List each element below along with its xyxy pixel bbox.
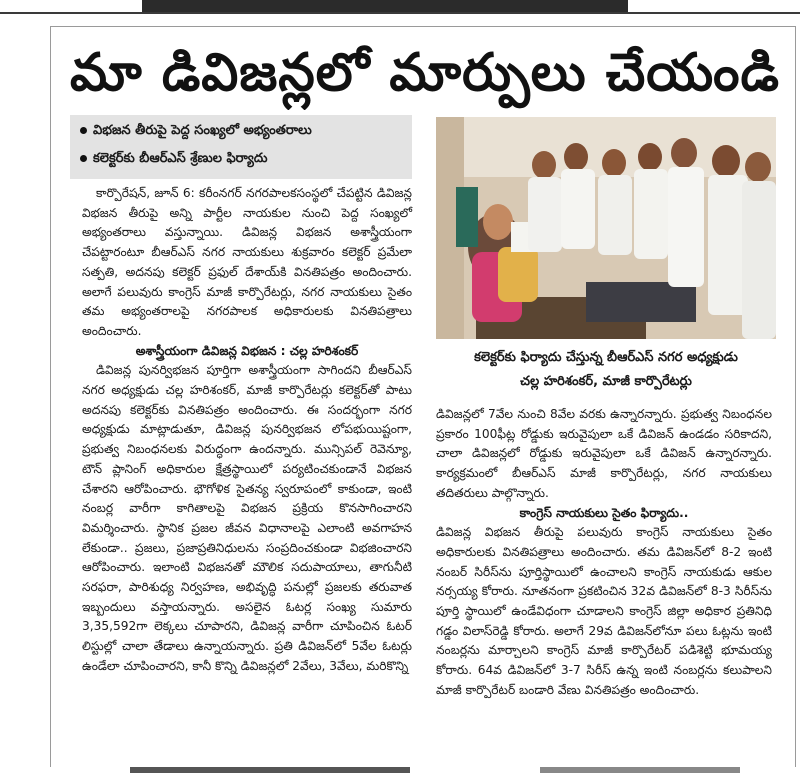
- next-article-heading-fragment: [130, 767, 410, 773]
- masthead-strip: [0, 0, 800, 14]
- caption-line: కలెక్టర్‌కు ఫిర్యాదు చేస్తున్న బీఆర్ఎస్ నగర అధ్యక్షుడు: [474, 350, 738, 365]
- masthead-bar: [142, 0, 628, 12]
- bullet-icon: [80, 127, 87, 134]
- caption-line: చల్ల హరిశంకర్, మాజీ కార్పొరేటర్లు: [520, 374, 692, 389]
- article-subheading: అశాస్త్రీయంగా డివిజన్ల విభజన : చల్ల హరిశంకర్: [135, 343, 359, 358]
- article-subheading: కాంగ్రెస్ నాయకులు సైతం ఫిర్యాదు..: [519, 505, 689, 520]
- highlight-item: [80, 149, 268, 169]
- photo-illustration: [436, 117, 776, 339]
- highlight-text: కలెక్టర్‌కు బీఆర్ఎస్ శ్రేణుల ఫిర్యాదు: [93, 151, 268, 166]
- photo-caption: [436, 346, 776, 394]
- highlights-box: [70, 115, 412, 179]
- news-photo: [436, 117, 776, 339]
- masthead-rule: [0, 12, 800, 14]
- next-article-heading-fragment: [540, 767, 740, 773]
- article-paragraph: డివిజన్ల పునర్విభజన పూర్తిగా అశాస్త్రీయంగా సాగిందని బీఆర్ఎస్ నగర అధ్యక్షుడు చల్ల హరిశంకర్, మాజీ కార్పొరేటర్లు కలెక్టర్‌తో పాటు అదనపు కలెక్టర్‌కు వినతిపత్రం అందించారు. ఈ సందర్భంగా నగర అధ్యక్షుడు మాట్లాడుతూ, డివిజన్ల పునర్విభజన లోపభుయిష్టంగా, ప్రభుత్వ నిబంధనలకు విరుద్ధంగా ఉందన్నారు. మున్సిపల్ రెవెన్యూ, టౌన్ ప్లానింగ్ అధికారుల క్షేత్రస్థాయిలో పర్యటించకుండానే విభజన చేశారని ఆరోపించారు. భౌగోళిక సైతన్య స్వరూపంలో కాకుండా, ఇంటి నంబర్ల వారీగా కాగితాలపై విభజన ప్రక్రియ కొనసాగించారని విమర్శించారు. స్థానిక ప్రజల జీవన విధానాలపై ఎలాంటి అవగాహన లేకుండా.. ప్రజలు, ప్రజాప్రతినిధులను సంప్రదించకుండా విభజించారని ఆరోపించారు. ఇలాంటి విభజనతో మౌలిక సదుపాయాలు, తాగునీటి సరఫరా, పారిశుధ్య నిర్వహణ, అభివృద్ధి పనుల్లో ప్రజలకు తరువాత ఇబ్బందులు వస్తాయన్నారు. అసలైన ఓటర్ల సంఖ్య సుమారు 3,35,592గా లెక్కలు చూపారని, డివిజన్ల వారీగా చూపించిన ఓటర్ లిస్టుల్లో చాలా తేడాలు ఉన్నాయన్నారు. ప్రతి డివిజన్‌లో 5వేల ఓటర్లు ఉండేలా చూపించారని, కానీ కొన్ని డివిజన్లలో 2వేలు, 3వేలు, మరికొన్ని: [82, 363, 412, 673]
- article-left-column: [82, 184, 412, 677]
- bullet-icon: [80, 155, 87, 162]
- article-paragraph: డివిజన్లలో 7వేల నుంచి 8వేల వరకు ఉన్నారన్నారు. ప్రభుత్వ నిబంధనల ప్రకారం 100ఫీట్ల రోడ్డుకు ఇరువైపులా ఒకే డివిజన్ ఉండడం సరికాదని, చాలా డివిజన్లలో రోడ్డుకు ఇరువైపులా ఒకే డివిజన్ ఉన్నారన్నారు. కార్యక్రమంలో బీఆర్ఎస్ మాజీ కార్పొరేటర్లు, నగర నాయకులు తదితరులు పాల్గొన్నారు.: [436, 407, 772, 500]
- article-paragraph: కార్పొరేషన్, జూన్ 6: కరీంనగర్ నగరపాలకసంస్థలో చేపట్టిన డివిజన్ల విభజన తీరుపై అన్ని పార్టీల నాయకుల నుంచి పెద్ద సంఖ్యలో అభ్యంతరాలు వస్తున్నాయి. డివిజన్ల విభజన అశాస్త్రీయంగా చేపట్టారంటూ బీఆర్ఎస్ నగర నాయకులు శుక్రవారం కలెక్టర్ ప్రమేలా సత్పతి, అదనపు కలెక్టర్ ప్రఫుల్ దేశాయ్‌కి వినతిపత్రం అందించారు. అలాగే పలువురు కాంగ్రెస్ మాజీ కార్పొరేటర్లు, నగర నాయకులు సైతం తమ అభ్యంతరాలపై నగరపాలక అధికారులకు వినతిపత్రాలు అందించారు.: [82, 186, 412, 338]
- next-article-strip: [0, 765, 800, 775]
- highlight-text: విభజన తీరుపై పెద్ద సంఖ్యలో అభ్యంతరాలు: [93, 123, 312, 138]
- article-headline: మా డివిజన్లలో మార్పులు చేయండి: [70, 43, 780, 103]
- article-right-column: [436, 405, 772, 701]
- article-paragraph: డివిజన్ల విభజన తీరుపై పలువురు కాంగ్రెస్ నాయకులు సైతం అధికారులకు వినతిపత్రాలు అందించారు. తమ డివిజన్‌లో 8-2 ఇంటి నంబర్ సిరీస్‌ను పూర్తిస్థాయిలో ఉంచాలని కాంగ్రెస్ నాయకుడు ఆకుల నర్సయ్య కోరారు. నూతనంగా ప్రకటించిన 32వ డివిజన్‌లో 8-3 సిరీస్‌ను పూర్తి స్థాయిలో ఉండేవిధంగా చూడాలని కాంగ్రెస్ జిల్లా అధికార ప్రతినిధి గడ్డం విలాస్‌రెడ్డి కోరారు. అలాగే 29వ డివిజన్‌లోనూ పలు ఓట్లను ఇంటి నంబర్లను మార్చాలని కాంగ్రెస్ మాజీ కార్పొరేటర్ పడిశెట్టి భూమయ్య కోరారు. 64వ డివిజన్‌లో 3-7 సిరీస్ ఉన్న ఇంటి నంబర్లను కలుపాలని మాజీ కార్పొరేటర్ బండారి వేణు వినతిపత్రం అందించారు.: [436, 525, 772, 697]
- highlight-item: [80, 121, 312, 141]
